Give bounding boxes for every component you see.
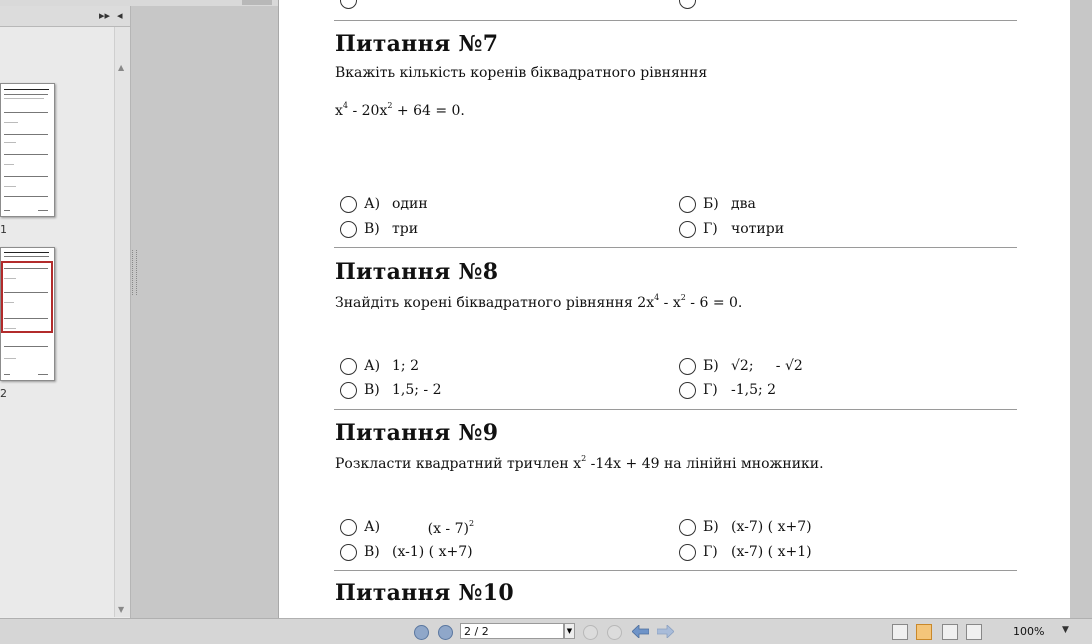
radio-button[interactable] (679, 358, 696, 375)
zoom-level[interactable]: 100% (1013, 625, 1045, 638)
question-title: Питання №7 (335, 31, 499, 57)
continuous-view-icon[interactable] (916, 624, 932, 640)
divider (334, 570, 1017, 571)
top-strip-tab[interactable] (242, 0, 272, 5)
document-page (278, 0, 1071, 618)
option-text: один (392, 196, 428, 212)
forward-arrow-icon[interactable] (657, 625, 674, 638)
option-text: (x - 7)$^2$ (392, 519, 475, 537)
option-text: два (731, 196, 756, 212)
sidebar-scrollbar[interactable] (114, 27, 130, 617)
option-text: (x-7) ( x+7) (731, 519, 812, 535)
page-dropdown-icon[interactable]: ▼ (564, 623, 575, 639)
page-number-input[interactable]: 2 / 2 (460, 623, 564, 639)
divider (334, 247, 1017, 248)
divider (334, 409, 1017, 410)
option-label: А) (364, 519, 381, 535)
option-label: Г) (703, 544, 718, 560)
radio-button[interactable] (340, 0, 357, 9)
option-label: В) (364, 544, 380, 560)
page-thumbnail-1[interactable] (0, 83, 55, 217)
option-label: Б) (703, 519, 719, 535)
radio-button[interactable] (340, 196, 357, 213)
radio-button[interactable] (679, 519, 696, 536)
question-title: Питання №10 (335, 580, 514, 606)
radio-button[interactable] (679, 544, 696, 561)
option-text: √2; - √2 (731, 358, 803, 374)
question-text: Вкажіть кількість коренів біквадратного рівняння (335, 65, 708, 81)
option-label: Б) (703, 196, 719, 212)
panel-splitter-handle[interactable] (132, 250, 137, 295)
page-thumbnail-2[interactable] (0, 247, 55, 381)
option-label: Б) (703, 358, 719, 374)
single-page-view-icon[interactable] (892, 624, 908, 640)
question-equation: $x^4 - 20x^2 + 64 = 0$. (335, 101, 465, 119)
radio-button[interactable] (340, 382, 357, 399)
question-text: Знайдіть корені біквадратного рівняння $2x^4 - x^2 - 6 = 0$. (335, 293, 743, 311)
option-label: В) (364, 382, 380, 398)
option-label: Г) (703, 221, 718, 237)
option-text: 1; 2 (392, 358, 419, 374)
zoom-dropdown-icon[interactable]: ▼ (1062, 625, 1069, 635)
back-arrow-icon[interactable] (632, 625, 649, 638)
two-page-view-icon[interactable] (942, 624, 958, 640)
option-text: (x-7) ( x+1) (731, 544, 812, 560)
option-label: А) (364, 358, 381, 374)
question-text: Розкласти квадратний тричлен $x^2$ -14x + 49 на лінійні множники. (335, 454, 824, 472)
continuous-two-page-view-icon[interactable] (966, 624, 982, 640)
last-page-icon[interactable] (607, 625, 622, 640)
option-text: (x-1) ( x+7) (392, 544, 473, 560)
option-text: чотири (731, 221, 785, 237)
sidebar-header (0, 6, 130, 27)
radio-button[interactable] (679, 196, 696, 213)
radio-button[interactable] (679, 221, 696, 238)
bottom-toolbar (0, 618, 1092, 644)
thumbnail-list (0, 27, 114, 617)
expand-panel-icon[interactable]: ▸▸ (99, 9, 111, 22)
question-title: Питання №8 (335, 259, 499, 285)
previous-page-icon[interactable] (438, 625, 453, 640)
scroll-down-icon[interactable]: ▼ (118, 605, 125, 614)
radio-button[interactable] (679, 0, 696, 9)
option-text: 1,5; - 2 (392, 382, 442, 398)
option-label: В) (364, 221, 380, 237)
option-text: три (392, 221, 419, 237)
first-page-icon[interactable] (414, 625, 429, 640)
divider (334, 20, 1017, 21)
thumbnail-sidebar (0, 6, 131, 618)
option-text: -1,5; 2 (731, 382, 777, 398)
radio-button[interactable] (340, 544, 357, 561)
next-page-icon[interactable] (583, 625, 598, 640)
option-label: А) (364, 196, 381, 212)
visible-area-indicator[interactable] (1, 261, 53, 333)
radio-button[interactable] (340, 358, 357, 375)
viewer-background (1070, 0, 1092, 618)
collapse-panel-icon[interactable]: ◂ (117, 9, 123, 22)
radio-button[interactable] (679, 382, 696, 399)
option-label: Г) (703, 382, 718, 398)
thumbnail-label: 1 (0, 223, 7, 236)
question-title: Питання №9 (335, 420, 499, 446)
radio-button[interactable] (340, 221, 357, 238)
scroll-up-icon[interactable]: ▲ (118, 63, 125, 72)
radio-button[interactable] (340, 519, 357, 536)
thumbnail-label: 2 (0, 387, 7, 400)
